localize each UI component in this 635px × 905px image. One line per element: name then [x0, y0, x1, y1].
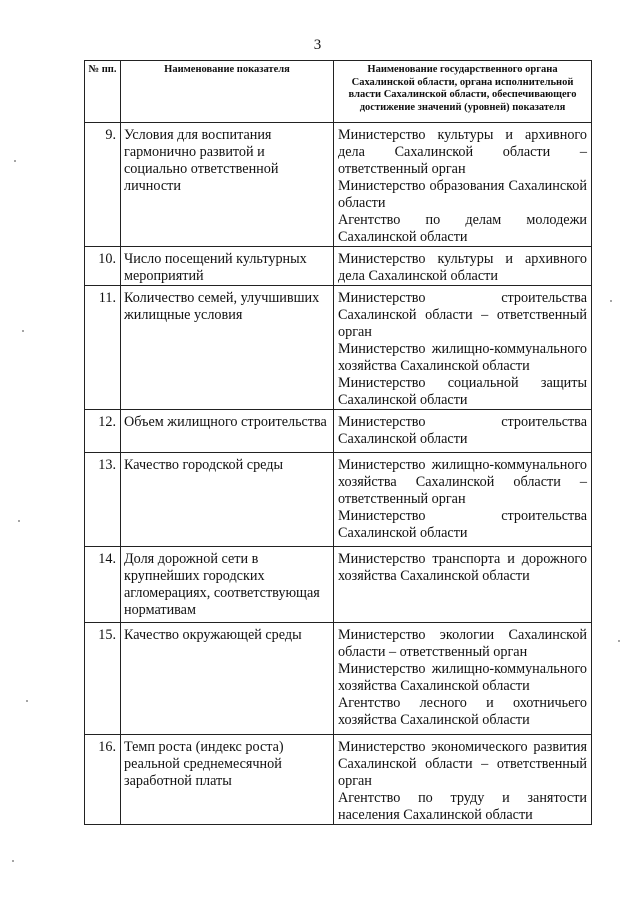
- responsible-body: Министерство строительства Сахалинской области: [338, 508, 587, 541]
- responsible-body: Министерство экономического развития Сахалинской области – ответственный орган: [338, 739, 587, 789]
- row-number: 9.: [85, 123, 121, 247]
- responsible-body: Министерство транспорта и дорожного хозяйства Сахалинской области: [338, 551, 587, 584]
- table-row: [85, 123, 592, 247]
- responsible-bodies: [334, 547, 592, 623]
- indicator-name: Число посещений культурных мероприятий: [121, 247, 334, 286]
- indicator-name: Качество городской среды: [121, 453, 334, 547]
- table-row: [85, 410, 592, 453]
- scan-speck: [22, 330, 24, 332]
- responsible-bodies: [334, 286, 592, 410]
- scan-speck: [18, 520, 20, 522]
- responsible-bodies: [334, 247, 592, 286]
- responsible-body: Министерство строительства Сахалинской области – ответственный орган: [338, 290, 587, 340]
- table-row: [85, 623, 592, 735]
- indicator-name: Объем жилищного строительства: [121, 410, 334, 453]
- responsible-bodies: [334, 123, 592, 247]
- row-number: 14.: [85, 547, 121, 623]
- indicators-table: [84, 60, 592, 825]
- table-row: [85, 286, 592, 410]
- responsible-body: Министерство жилищно-коммунального хозяйства Сахалинской области: [338, 661, 587, 694]
- responsible-body: Агентство по труду и занятости населения Сахалинской области: [338, 790, 587, 823]
- scan-speck: [610, 300, 612, 302]
- page-number: 3: [313, 37, 322, 53]
- header-number: № пп.: [85, 61, 121, 123]
- table-row: [85, 247, 592, 286]
- table-header-row: [85, 61, 592, 123]
- responsible-body: Министерство культуры и архивного дела Сахалинской области – ответственный орган: [338, 127, 587, 177]
- responsible-body: Министерство строительства Сахалинской области: [338, 414, 587, 447]
- indicator-name: Качество окружающей среды: [121, 623, 334, 735]
- header-indicator-name: Наименование показателя: [121, 61, 334, 123]
- header-responsible-body: Наименование государственного органа Сахалинской области, органа исполнительной власти Сахалинской области, обеспечивающего достижение значений (уровней) показателя: [334, 61, 592, 123]
- responsible-body: Министерство образования Сахалинской области: [338, 178, 587, 211]
- table-body: [85, 123, 592, 825]
- indicator-name: Темп роста (индекс роста) реальной среднемесячной заработной платы: [121, 735, 334, 825]
- scan-speck: [14, 160, 16, 162]
- row-number: 13.: [85, 453, 121, 547]
- scan-speck: [26, 700, 28, 702]
- responsible-body: Министерство социальной защиты Сахалинской области: [338, 375, 587, 408]
- scan-speck: [12, 860, 14, 862]
- responsible-body: Агентство лесного и охотничьего хозяйства Сахалинской области: [338, 695, 587, 728]
- responsible-body: Министерство жилищно-коммунального хозяйства Сахалинской области – ответственный орган: [338, 457, 587, 507]
- responsible-body: Министерство культуры и архивного дела Сахалинской области: [338, 251, 587, 284]
- row-number: 15.: [85, 623, 121, 735]
- indicator-name: Условия для воспитания гармонично развитой и социально ответственной личности: [121, 123, 334, 247]
- responsible-body: Министерство жилищно-коммунального хозяйства Сахалинской области: [338, 341, 587, 374]
- responsible-bodies: [334, 735, 592, 825]
- responsible-body: Агентство по делам молодежи Сахалинской области: [338, 212, 587, 245]
- responsible-bodies: [334, 623, 592, 735]
- responsible-bodies: [334, 410, 592, 453]
- row-number: 11.: [85, 286, 121, 410]
- responsible-bodies: [334, 453, 592, 547]
- row-number: 16.: [85, 735, 121, 825]
- indicator-name: Количество семей, улучшивших жилищные условия: [121, 286, 334, 410]
- indicator-name: Доля дорожной сети в крупнейших городских агломерациях, соответствующая нормативам: [121, 547, 334, 623]
- table-row: [85, 735, 592, 825]
- responsible-body: Министерство экологии Сахалинской области – ответственный орган: [338, 627, 587, 660]
- scan-speck: [618, 640, 620, 642]
- row-number: 10.: [85, 247, 121, 286]
- table-row: [85, 453, 592, 547]
- row-number: 12.: [85, 410, 121, 453]
- table-row: [85, 547, 592, 623]
